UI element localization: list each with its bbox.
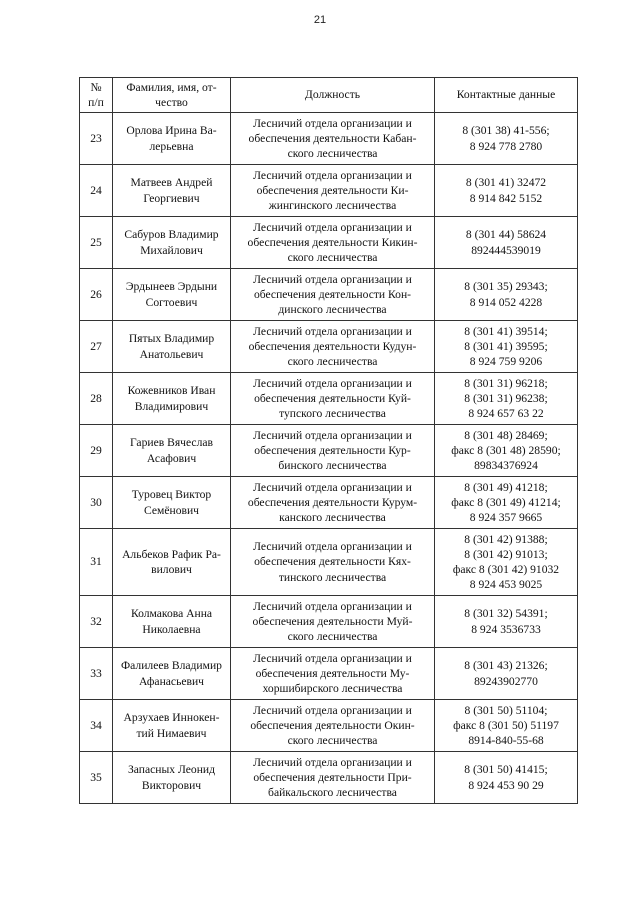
table-row <box>80 425 578 477</box>
table-row <box>80 373 578 425</box>
header-name-line: чество <box>155 96 188 109</box>
employee-name-line: Семёнович <box>143 503 199 517</box>
employee-contacts-line: факс 8 (301 50) 51197 <box>453 718 559 732</box>
employee-contacts <box>435 165 578 217</box>
employee-contacts-line: 8 (301 31) 96218; <box>464 376 548 390</box>
employee-contacts <box>435 425 578 477</box>
employee-position <box>231 321 435 373</box>
table-row <box>80 648 578 700</box>
employee-name-line: Запасных Леонид <box>127 763 216 777</box>
employee-contacts-line: 8 (301 48) 28469; <box>464 428 548 442</box>
employee-position <box>231 596 435 648</box>
employee-name-line: Михайлович <box>140 243 203 257</box>
employee-contacts-line: 8 (301 43) 21326; <box>464 659 548 673</box>
employee-position-line: бинского лесничества <box>278 459 387 473</box>
employee-name-line: тий Нимаевич <box>136 726 207 740</box>
header-contacts: Контактные данные <box>435 78 578 113</box>
employee-position-line: Лесничий отдела организации и <box>253 755 412 769</box>
employee-position-line: динского лесничества <box>278 303 387 317</box>
employee-position <box>231 269 435 321</box>
employee-contacts-line: 8 (301 35) 29343; <box>464 280 548 294</box>
employee-name <box>113 529 231 596</box>
employee-position-line: обеспечения деятельности Ки- <box>256 183 409 197</box>
row-number: 23 <box>80 113 113 165</box>
employee-contacts <box>435 477 578 529</box>
employee-name-line: Туровец Виктор <box>131 488 212 502</box>
employee-position <box>231 700 435 752</box>
employee-contacts <box>435 269 578 321</box>
employee-position-line: обеспечения деятельности Кон- <box>253 287 412 301</box>
employee-name <box>113 321 231 373</box>
employee-position <box>231 113 435 165</box>
table-row <box>80 165 578 217</box>
employee-name-line: Гариев Вячеслав <box>130 436 213 450</box>
employee-contacts-line: 89834376924 <box>474 459 538 473</box>
employee-position-line: обеспечения деятельности Кур- <box>254 443 411 457</box>
employee-name-line: Альбеков Рафик Ра- <box>122 547 221 561</box>
employee-contacts-line: 8 (301 41) 39595; <box>464 339 548 353</box>
row-number: 27 <box>80 321 113 373</box>
employee-position-line: обеспечения деятельности Окин- <box>250 718 415 732</box>
employee-contacts-line: 892444539019 <box>471 243 541 257</box>
employee-position <box>231 477 435 529</box>
employee-contacts-line: факс 8 (301 49) 41214; <box>451 495 561 509</box>
employee-position-line: обеспечения деятельности Курум- <box>247 495 418 509</box>
header-number-line: п/п <box>88 96 104 109</box>
employee-contacts <box>435 529 578 596</box>
employee-contacts <box>435 596 578 648</box>
employee-contacts-line: 8 (301 31) 96238; <box>464 391 548 405</box>
employee-contacts <box>435 752 578 804</box>
employee-contacts-line: 8 924 453 9025 <box>469 578 543 592</box>
employee-name <box>113 477 231 529</box>
employee-position-line: Лесничий отдела организации и <box>253 376 412 390</box>
employee-name <box>113 373 231 425</box>
employee-position-line: Лесничий отдела организации и <box>253 599 412 613</box>
employee-position <box>231 373 435 425</box>
employee-name-line: Эрдынеев Эрдыни <box>125 280 218 294</box>
row-number: 30 <box>80 477 113 529</box>
row-number: 28 <box>80 373 113 425</box>
employee-contacts <box>435 373 578 425</box>
table-row <box>80 529 578 596</box>
employee-contacts-line: 8 (301 42) 91013; <box>464 547 548 561</box>
employee-position <box>231 752 435 804</box>
employee-contacts-line: 8 (301 50) 41415; <box>464 763 548 777</box>
row-number: 24 <box>80 165 113 217</box>
employee-position-line: Лесничий отдела организации и <box>253 324 412 338</box>
employee-contacts <box>435 648 578 700</box>
row-number: 25 <box>80 217 113 269</box>
employee-contacts-line: 89243902770 <box>474 674 538 688</box>
employee-name-line: Владимирович <box>134 399 209 413</box>
employee-position-line: обеспечения деятельности Кикин- <box>247 235 418 249</box>
employee-position-line: ского лесничества <box>287 355 378 369</box>
employee-name-line: лерьевна <box>149 139 194 153</box>
employee-name-line: Фалилеев Владимир <box>121 659 222 673</box>
employee-name <box>113 596 231 648</box>
employee-position-line: Лесничий отдела организации и <box>253 540 412 554</box>
table-row <box>80 752 578 804</box>
employee-name-line: Афанасьевич <box>138 674 205 688</box>
employee-position <box>231 529 435 596</box>
table-row <box>80 269 578 321</box>
employee-position-line: байкальского лесничества <box>268 786 397 800</box>
employee-position-line: ского лесничества <box>287 734 378 748</box>
header-name-line: Фамилия, имя, от- <box>126 80 217 94</box>
employee-name-line: Николаевна <box>142 622 201 636</box>
row-number: 26 <box>80 269 113 321</box>
employee-name <box>113 269 231 321</box>
employee-position-line: обеспечения деятельности При- <box>253 770 412 784</box>
page-number: 21 <box>313 14 327 26</box>
employee-contacts-line: 8 (301 32) 54391; <box>464 607 548 621</box>
table-row <box>80 477 578 529</box>
employee-position-line: обеспечения деятельности Му- <box>255 666 410 680</box>
employee-name <box>113 217 231 269</box>
employee-position-line: канского лесничества <box>279 511 386 525</box>
employee-position-line: хоршибирского лесничества <box>262 682 403 696</box>
employee-position <box>231 165 435 217</box>
employee-contacts-line: 8 924 759 9206 <box>469 355 543 369</box>
employee-contacts-line: 8 924 357 9665 <box>469 511 543 525</box>
employee-contacts-line: 8 924 778 2780 <box>469 139 543 153</box>
employee-name <box>113 113 231 165</box>
employee-contacts-line: 8 924 657 63 22 <box>468 407 544 421</box>
employee-position-line: Лесничий отдела организации и <box>253 272 412 286</box>
employee-position-line: ского лесничества <box>287 251 378 265</box>
employee-position-line: Лесничий отдела организации и <box>253 168 412 182</box>
employee-contacts-line: факс 8 (301 42) 91032 <box>452 563 560 576</box>
employee-contacts-line: 8 (301 41) 39514; <box>464 324 548 338</box>
employee-contacts-line: 8 (301 44) 58624 <box>465 228 547 242</box>
employee-contacts-line: 8 914 842 5152 <box>469 191 543 205</box>
header-number <box>80 78 113 113</box>
employee-name <box>113 165 231 217</box>
employee-position <box>231 217 435 269</box>
table-row <box>80 113 578 165</box>
table-body <box>80 113 578 804</box>
employee-position-line: Лесничий отдела организации и <box>253 703 412 717</box>
table-row <box>80 217 578 269</box>
employee-contacts-line: 8 (301 38) 41-556; <box>462 124 550 138</box>
employee-position-line: Лесничий отдела организации и <box>253 480 412 494</box>
employee-position-line: ского лесничества <box>287 147 378 161</box>
row-number: 29 <box>80 425 113 477</box>
row-number: 31 <box>80 529 113 596</box>
employee-contacts <box>435 321 578 373</box>
row-number: 34 <box>80 700 113 752</box>
employee-name-line: Колмакова Анна <box>130 607 213 621</box>
employee-name-line: Георгиевич <box>143 191 200 205</box>
header-full-name <box>113 78 231 113</box>
employee-position-line: обеспечения деятельности Кудун- <box>248 339 417 353</box>
employee-position-line: обеспечения деятельности Муй- <box>252 614 413 628</box>
employee-position-line: тупского лесничества <box>279 407 386 421</box>
table-row <box>80 321 578 373</box>
row-number: 35 <box>80 752 113 804</box>
employee-contacts-line: 8 (301 41) 32472 <box>465 176 547 190</box>
header-number-line: № <box>90 80 102 94</box>
employee-name <box>113 700 231 752</box>
employee-position-line: жингинского лесничества <box>268 199 397 213</box>
employee-name-line: вилович <box>151 563 192 576</box>
employee-position-line: Лесничий отдела организации и <box>253 220 412 234</box>
employee-contacts-line: 8 (301 42) 91388; <box>464 532 548 546</box>
forestry-staff-table <box>79 77 578 804</box>
employee-name-line: Анатольевич <box>139 347 204 361</box>
row-number: 33 <box>80 648 113 700</box>
employee-position-line: обеспечения деятельности Кабан- <box>248 131 417 145</box>
employee-name-line: Кожевников Иван <box>127 384 216 398</box>
employee-contacts-line: факс 8 (301 48) 28590; <box>451 443 561 457</box>
employee-name-line: Арзухаев Иннокен- <box>123 711 220 725</box>
employee-contacts-line: 8 914 052 4228 <box>469 295 543 309</box>
employee-name-line: Согтоевич <box>145 295 198 309</box>
employee-name-line: Сабуров Владимир <box>124 228 219 242</box>
employee-contacts-line: 8 924 3536733 <box>471 622 541 636</box>
employee-position-line: тинского лесничества <box>278 570 387 584</box>
employee-position <box>231 648 435 700</box>
employee-name <box>113 752 231 804</box>
table-row <box>80 596 578 648</box>
employee-position-line: Лесничий отдела организации и <box>253 651 412 665</box>
table-row <box>80 700 578 752</box>
employee-name <box>113 648 231 700</box>
employee-position-line: Лесничий отдела организации и <box>253 428 412 442</box>
employee-name-line: Асафович <box>146 451 197 465</box>
table-header-row <box>80 78 578 113</box>
employee-position-line: обеспечения деятельности Кях- <box>254 555 411 569</box>
employee-contacts <box>435 113 578 165</box>
employee-contacts <box>435 217 578 269</box>
employee-position <box>231 425 435 477</box>
employee-position-line: Лесничий отдела организации и <box>253 116 412 130</box>
row-number: 32 <box>80 596 113 648</box>
employee-contacts-line: 8 (301 49) 41218; <box>464 480 548 494</box>
employee-contacts-line: 8 (301 50) 51104; <box>464 703 548 717</box>
employee-position-line: обеспечения деятельности Куй- <box>254 391 411 405</box>
employee-contacts-line: 8 924 453 90 29 <box>468 778 544 792</box>
employee-contacts-line: 8914-840-55-68 <box>468 734 544 748</box>
employee-name-line: Матвеев Андрей <box>130 176 213 190</box>
employee-name <box>113 425 231 477</box>
employee-name-line: Орлова Ирина Ва- <box>126 124 217 138</box>
employee-position-line: ского лесничества <box>287 630 378 644</box>
header-position: Должность <box>231 78 435 113</box>
employee-contacts <box>435 700 578 752</box>
employee-name-line: Викторович <box>141 778 202 792</box>
employee-name-line: Пятых Владимир <box>128 332 215 346</box>
